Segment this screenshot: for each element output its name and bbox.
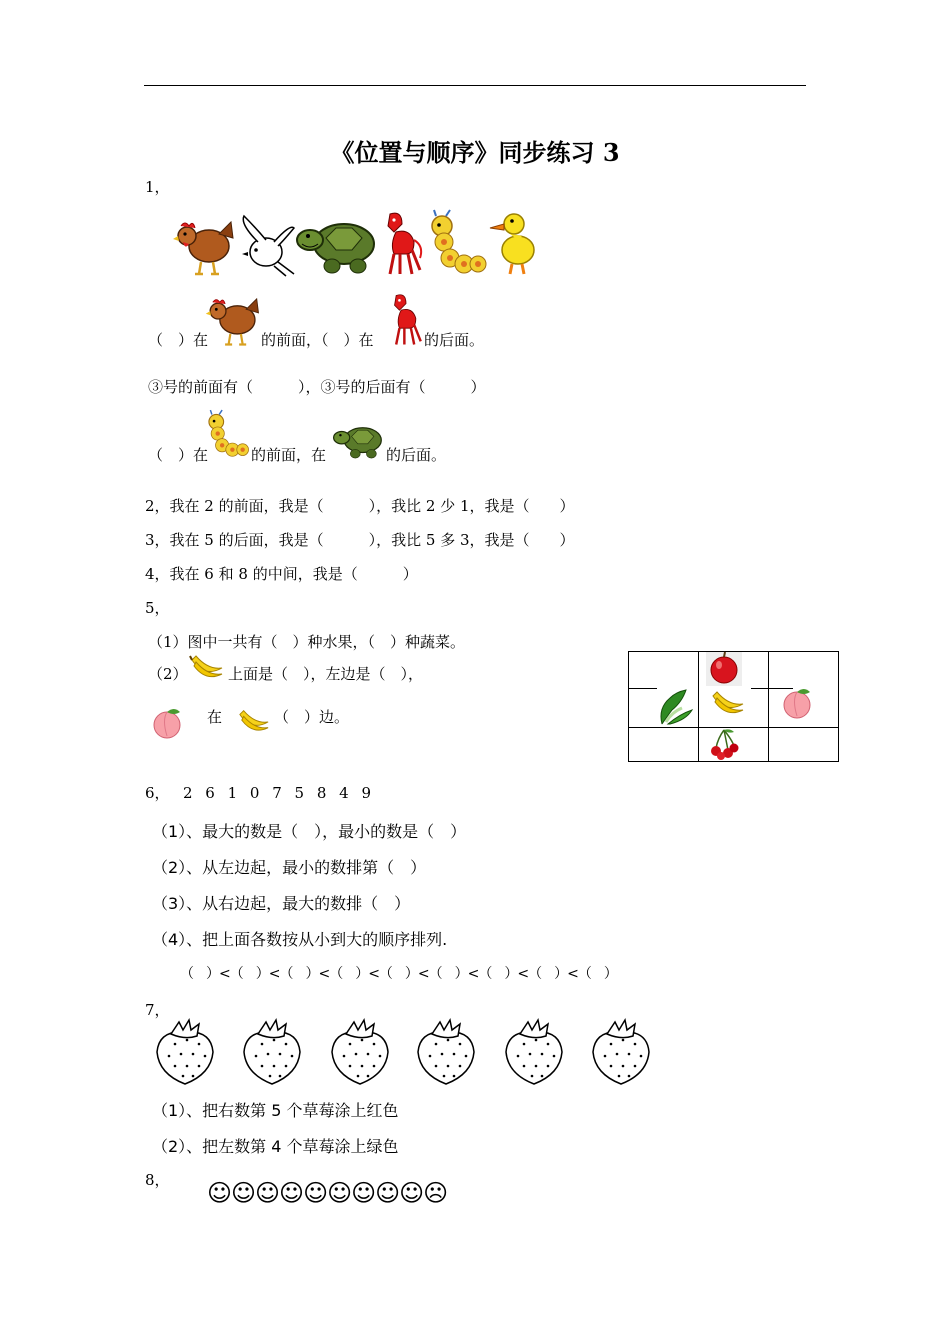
banana-icon: [190, 654, 224, 682]
q6-number: 6，: [145, 784, 170, 802]
q8-faces: ☺☺☺☺☺☺☺☺☺☹: [207, 1179, 448, 1207]
q7-line2: （2）、把左数第 4 个草莓涂上绿色: [152, 1137, 399, 1156]
q3-text: 3，我在 5 的后面，我是（ ），我比 5 多 3，我是（ ）: [145, 531, 575, 549]
duck-icon: [488, 210, 538, 276]
horse-icon: [388, 292, 424, 348]
strawberry-icon[interactable]: [502, 1018, 566, 1086]
header-rule: [144, 85, 806, 86]
q2-text: 2，我在 2 的前面，我是（ ），我比 2 少 1，我是（ ）: [145, 497, 575, 515]
strawberry-icon[interactable]: [589, 1018, 653, 1086]
q5-line3-part2: （ ）边。: [274, 708, 350, 726]
banana-icon: [711, 690, 745, 718]
dove-icon: [238, 214, 296, 278]
q6-line1: （1）、最大的数是（ ），最小的数是（ ）: [152, 822, 467, 841]
q6-order-line: （ ）<（ ）<（ ）<（ ）<（ ）<（ ）<（ ）<（ ）<（ ）: [180, 966, 617, 982]
banana-icon: [238, 708, 270, 736]
q7-line1: （1）、把右数第 5 个草莓涂上红色: [152, 1101, 399, 1120]
turtle-icon: [296, 216, 380, 278]
strawberry-icon[interactable]: [153, 1018, 217, 1086]
q5-line2-part1: （2）: [148, 665, 188, 683]
strawberry-icon[interactable]: [414, 1018, 478, 1086]
q5-number: 5，: [145, 599, 170, 617]
q7-number: 7，: [145, 1001, 170, 1019]
q6-digits: 2 6 1 0 7 5 8 4 9: [183, 784, 376, 802]
q6-line3: （3）、从右边起，最大的数排（ ）: [152, 894, 411, 913]
cherry-icon: [708, 728, 740, 760]
q5-line2-part2: 上面是（ ），左边是（ ），: [228, 665, 424, 683]
peach-icon: [780, 686, 814, 720]
q1-line1-part3: 的后面。: [424, 331, 485, 349]
peach-icon: [150, 706, 184, 740]
q8-number: 8，: [145, 1171, 170, 1189]
strawberry-icon[interactable]: [328, 1018, 392, 1086]
caterpillar-icon: [428, 210, 488, 278]
q6-line2: （2）、从左边起，最小的数排第（ ）: [152, 858, 427, 877]
q5-line1: （1）图中一共有（ ）种水果，（ ）种蔬菜。: [148, 633, 466, 651]
hen-icon: [205, 290, 261, 348]
q1-line1-part1: （ ）在: [148, 331, 209, 349]
q6-line4: （4）、把上面各数按从小到大的顺序排列.: [152, 930, 448, 949]
q4-text: 4，我在 6 和 8 的中间，我是（ ）: [145, 565, 418, 583]
horse-icon: [380, 210, 424, 278]
q1-line3-part2: 的前面，在: [251, 446, 327, 464]
apple-icon: [706, 652, 742, 686]
q1-line1-part2: 的前面，（ ）在: [261, 331, 374, 349]
page-title: 《位置与顺序》同步练习 3: [330, 138, 620, 167]
q5-line3-part1: 在: [207, 708, 223, 726]
q1-line2: ③号的前面有（ ），③号的后面有（ ）: [148, 378, 486, 396]
turtle-icon: [333, 422, 385, 462]
caterpillar-icon: [206, 408, 250, 462]
q1-number: 1，: [145, 178, 170, 196]
bok-choy-icon: [656, 688, 694, 726]
strawberry-icon[interactable]: [240, 1018, 304, 1086]
hen-icon: [173, 212, 235, 278]
q1-line3-part1: （ ）在: [148, 446, 209, 464]
q1-line3-part3: 的后面。: [386, 446, 447, 464]
